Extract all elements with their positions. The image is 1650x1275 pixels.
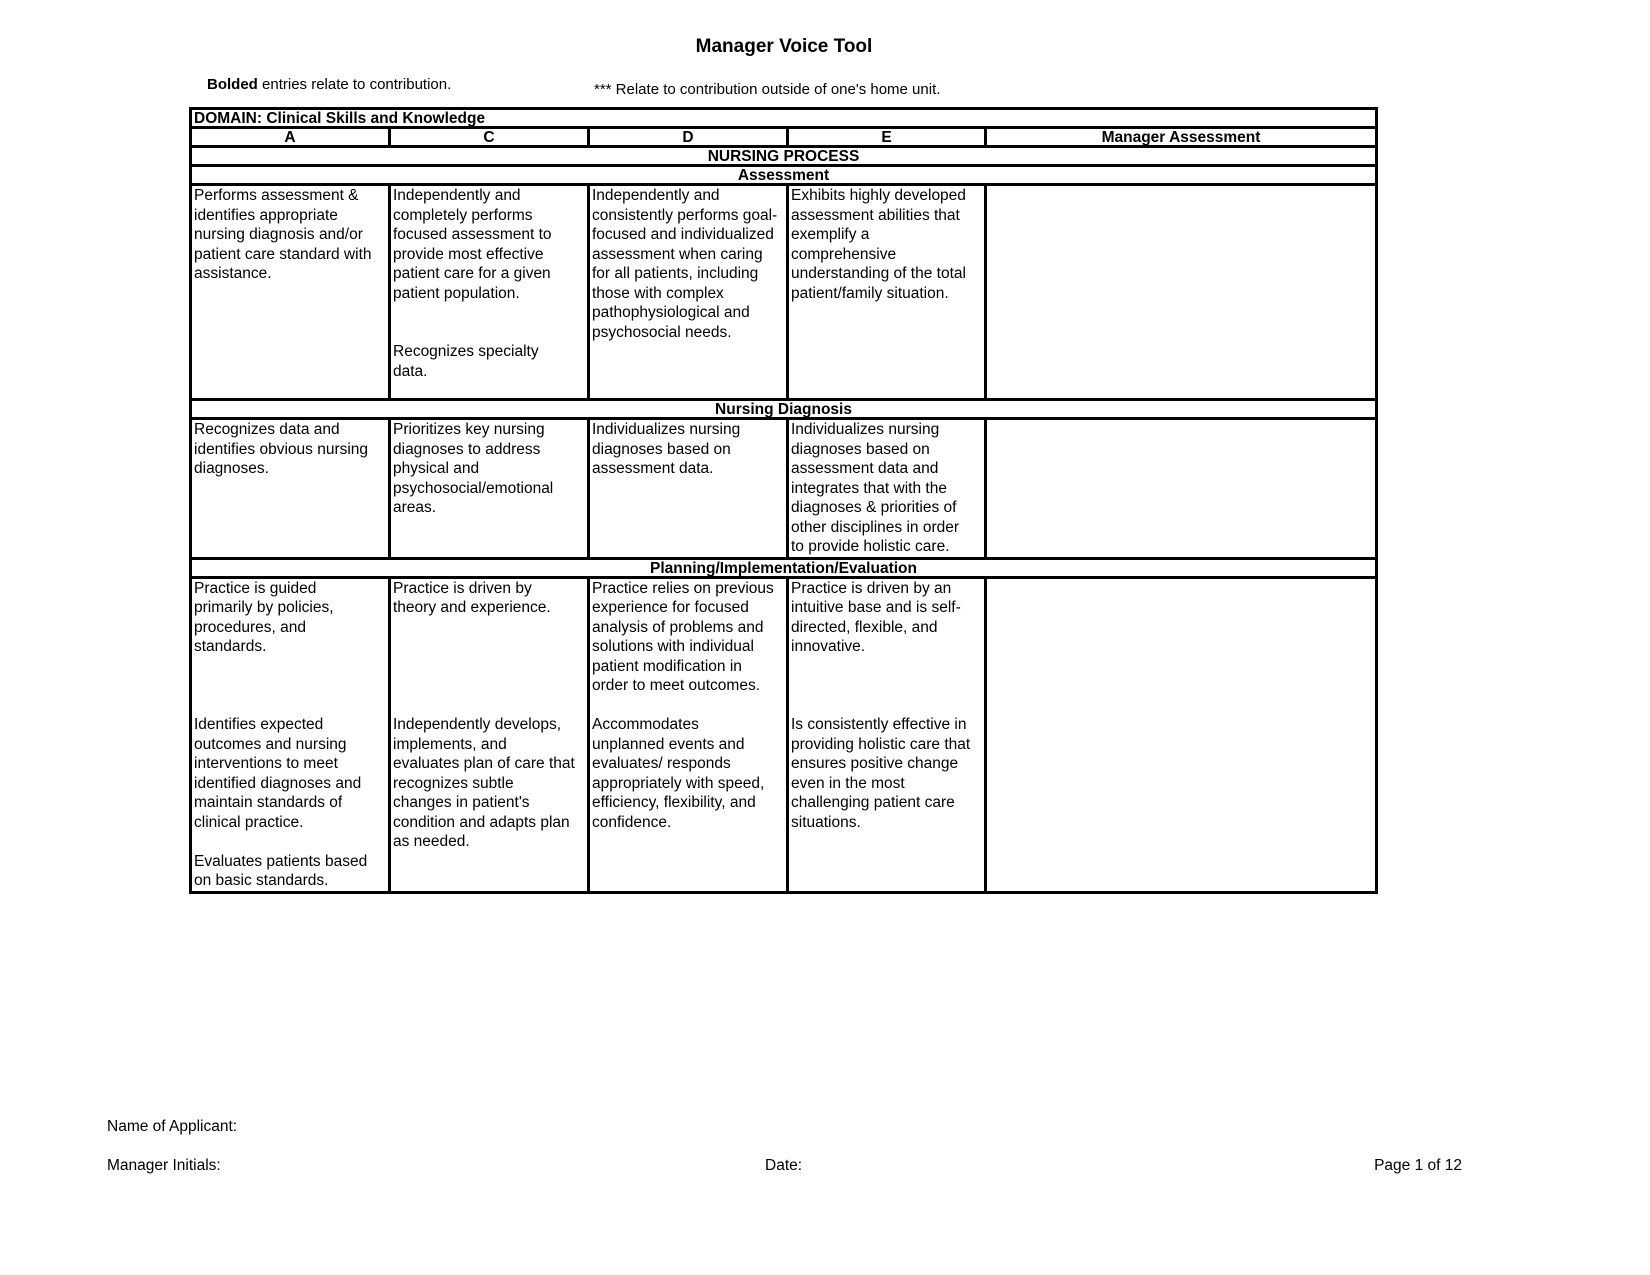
- column-header-c: C: [390, 128, 589, 147]
- domain-header: DOMAIN: Clinical Skills and Knowledge: [191, 109, 1377, 128]
- bolded-note: [207, 76, 451, 93]
- cell-e: Practice is driven by an intuitive base and is self- directed, flexible, and innovative. Is consistently effective in providing holistic care that ensures positive change even in the most challenging patient care situations.: [788, 577, 986, 892]
- cell-c: Independently and completely performs focused assessment to provide most effective patient care for a given patient population. Recognizes specialty data.: [390, 185, 589, 400]
- cell-c: Prioritizes key nursing diagnoses to address physical and psychosocial/emotional areas.: [390, 419, 589, 559]
- competency-table: [189, 107, 1378, 894]
- page-title: Manager Voice Tool: [695, 36, 873, 57]
- section-header-assessment: Assessment: [191, 166, 1377, 185]
- applicant-name-label: Name of Applicant:: [107, 1118, 238, 1135]
- page-number: Page 1 of 12: [1374, 1157, 1462, 1174]
- section-header-planning: Planning/Implementation/Evaluation: [191, 558, 1377, 577]
- section-header-nursing-diagnosis: Nursing Diagnosis: [191, 400, 1377, 419]
- cell-d: Individualizes nursing diagnoses based on assessment data.: [589, 419, 788, 559]
- manager-initials-label: Manager Initials:: [107, 1157, 221, 1174]
- cell-a: Recognizes data and identifies obvious nursing diagnoses.: [191, 419, 390, 559]
- bolded-word: Bolded: [207, 76, 258, 93]
- cell-c: Practice is driven by theory and experience. Independently develops, implements, and evaluates plan of care that recognizes subtle changes in patient's condition and adapts plan as needed.: [390, 577, 589, 892]
- outside-unit-note: *** Relate to contribution outside of one's home unit.: [594, 81, 941, 98]
- bolded-note-text: entries relate to contribution.: [257, 76, 452, 93]
- column-header-manager-assessment: Manager Assessment: [986, 128, 1377, 147]
- column-header-a: A: [191, 128, 390, 147]
- column-header-d: D: [589, 128, 788, 147]
- cell-a: Practice is guided primarily by policies, procedures, and standards. Identifies expected outcomes and nursing interventions to meet identified diagnoses and maintain standards of clinical practice. Evaluates patients based on basic standards.: [191, 577, 390, 892]
- cell-e: Individualizes nursing diagnoses based on assessment data and integrates that with the diagnoses & priorities of other disciplines in order to provide holistic care.: [788, 419, 986, 559]
- cell-e: Exhibits highly developed assessment abilities that exemplify a comprehensive understanding of the total patient/family situation.: [788, 185, 986, 400]
- manager-assessment-cell[interactable]: [986, 419, 1377, 559]
- column-header-e: E: [788, 128, 986, 147]
- manager-assessment-cell[interactable]: [986, 185, 1377, 400]
- cell-d: Practice relies on previous experience for focused analysis of problems and solutions with individual patient modification in order to meet outcomes. Accommodates unplanned events and evaluates/ responds appropriately with speed, efficiency, flexibility, and confidence.: [589, 577, 788, 892]
- cell-a: Performs assessment & identifies appropriate nursing diagnosis and/or patient care standard with assistance.: [191, 185, 390, 400]
- date-label: Date:: [765, 1157, 803, 1174]
- manager-assessment-cell[interactable]: [986, 577, 1377, 892]
- cell-d: Independently and consistently performs goal- focused and individualized assessment when caring for all patients, including those with complex pathophysiological and psychosocial needs.: [589, 185, 788, 400]
- nursing-process-header: NURSING PROCESS: [191, 147, 1377, 166]
